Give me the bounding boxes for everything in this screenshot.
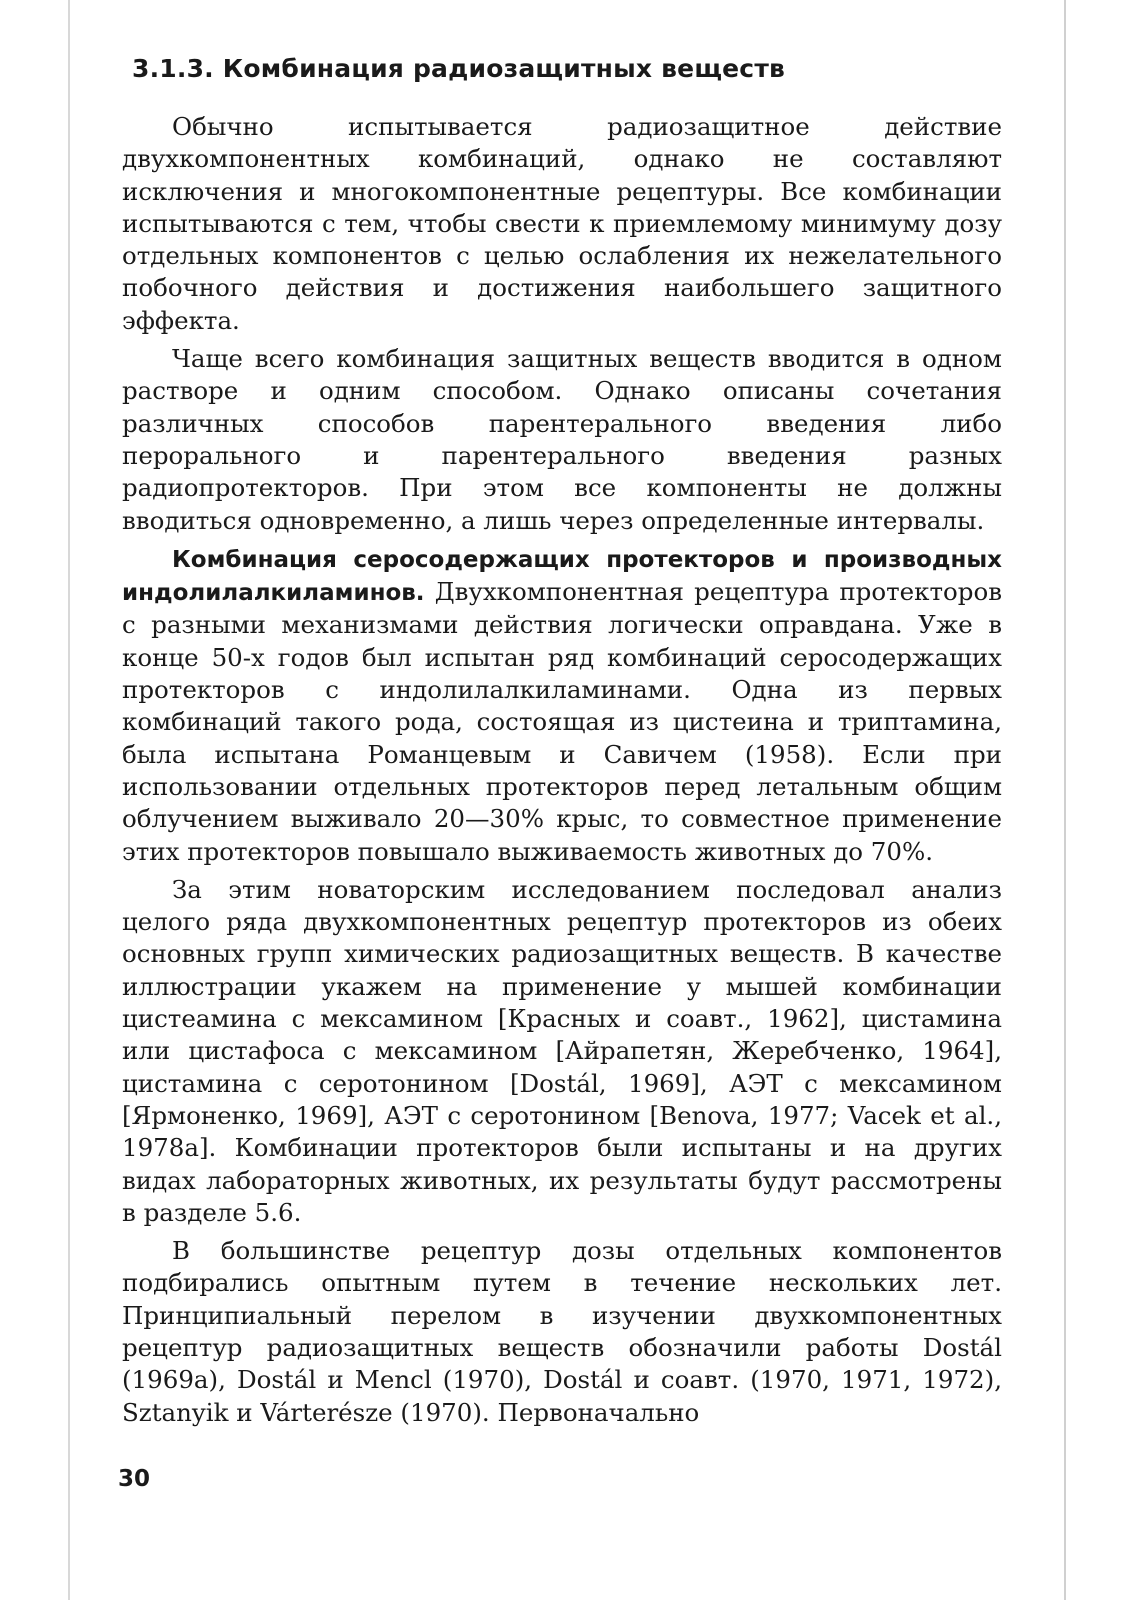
paragraph-5 [122, 1235, 1002, 1429]
page-content [122, 46, 1002, 1435]
paragraph-1 [122, 111, 1002, 337]
page-edge-left [68, 0, 70, 1600]
paragraph-1-text: Обычно испытывается радиозащитное действие двухкомпонентных комбинаций, однако не составляют исключения и многокомпонентные рецептуры. Все комбинации испытываются с тем, чтобы свести к приемлемому минимуму дозу отдельных компонентов с целью ослабления их нежелательного побочного действия и достижения наибольшего защитного эффекта. [122, 112, 1002, 335]
paragraph-2-text: Чаще всего комбинация защитных веществ вводится в одном растворе и одним способом. Однако описаны сочетания различных способов парентерального введения либо перорального и парентерального введения разных радиопротекторов. При этом все компоненты не должны вводиться одновременно, а лишь через определенные интервалы. [122, 344, 1002, 535]
page-edge-right [1064, 0, 1066, 1600]
paragraph-5-text: В большинстве рецептур дозы отдельных компонентов подбирались опытным путем в течение нескольких лет. Принципиальный перелом в изучении двухкомпонентных рецептур радиозащитных веществ обозначили работы Dostál (1969a), Dostál и Mencl (1970), Dostál и соавт. (1970, 1971, 1972), Sztanyik и Várterésze (1970). Первоначально [122, 1236, 1002, 1427]
paragraph-2 [122, 343, 1002, 537]
paragraph-3 [122, 543, 1002, 868]
paragraph-3-bold-lead: Комбинация серосодержащих протекторов и производных индолилалкиламинов. [122, 546, 1002, 607]
paragraph-4 [122, 874, 1002, 1229]
page-number: 30 [118, 1466, 151, 1492]
paragraph-3-text: Двухкомпонентная рецептура протекторов с разными механизмами действия логически оправдана. Уже в конце 50-х годов был испытан ряд комбинаций серосодержащих протекторов с индолилалкиламинами. Одна из первых комбинаций такого рода, состоящая из цистеина и триптамина, была испытана Романцевым и Савичем (1958). Если при использовании отдельных протекторов перед летальным общим облучением выживало 20—30% крыс, то совместное применение этих протекторов повышало выживаемость животных до 70%. [122, 577, 1002, 866]
paragraph-4-text: За этим новаторским исследованием последовал анализ целого ряда двухкомпонентных рецептур протекторов из обеих основных групп химических радиозащитных веществ. В качестве иллюстрации укажем на применение у мышей комбинации цистеамина с мексамином [Красных и соавт., 1962], цистамина или цистафоса с мексамином [Айрапетян, Жеребченко, 1964], цистамина с серотонином [Dostál, 1969], АЭТ с мексамином [Ярмоненко, 1969], АЭТ с серотонином [Benova, 1977; Vacek et al., 1978a]. Комбинации протекторов были испытаны и на других видах лабораторных животных, их результаты будут рассмотрены в разделе 5.6. [122, 874, 1002, 1227]
section-heading: 3.1.3. Комбинация радиозащитных веществ [132, 54, 786, 83]
